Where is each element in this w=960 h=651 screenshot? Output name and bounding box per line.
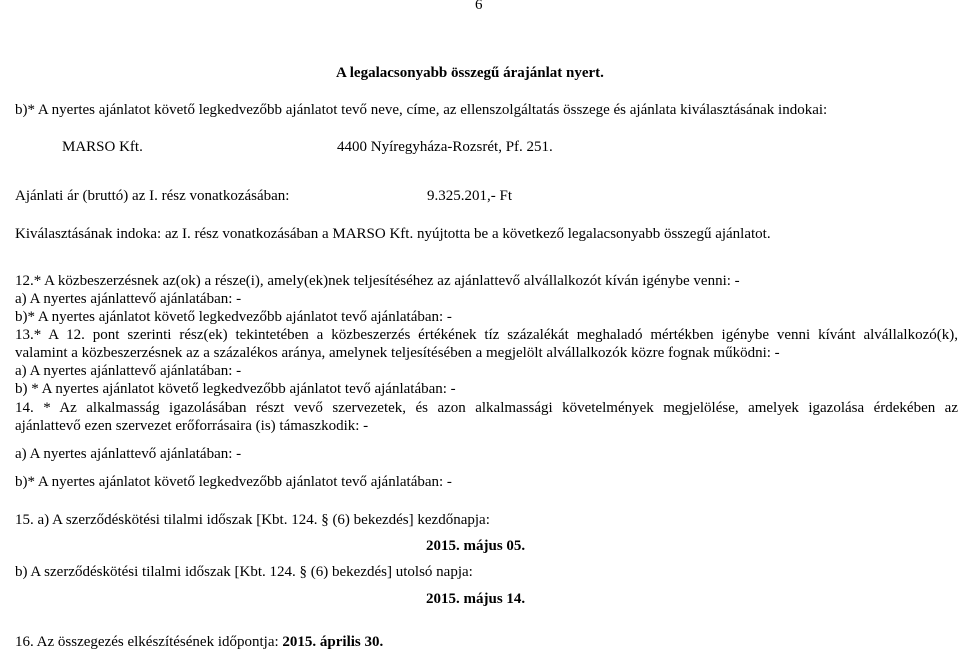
item-12-b: b)* A nyertes ajánlatot követő legkedvezőbb ajánlatot tevő ajánlatában: - [15,309,452,325]
item-13-line2: valamint a közbeszerzésnek az a százalékos aránya, amelynek teljesítésében a megjelölt alvállalkozók közre fognak működni: - [15,345,780,361]
item-15-a-label: 15. a) A szerződéskötési tilalmi időszak [Kbt. 124. § (6) bekezdés] kezdőnapja: [15,512,490,528]
item-14-b: b)* A nyertes ajánlatot követő legkedvezőbb ajánlatot tevő ajánlatában: - [15,474,452,490]
item-15-b-label: b) A szerződéskötési tilalmi időszak [Kbt. 124. § (6) bekezdés] utolsó napja: [15,564,473,580]
runner-up-intro: b)* A nyertes ajánlatot követő legkedvezőbb ajánlatot tevő neve, címe, az ellenszolgáltatás összege és ajánlata kiválasztásának indokai: [15,102,828,118]
item-16 [15,634,383,651]
price-label: Ajánlati ár (bruttó) az I. rész vonatkozásában: [15,188,290,204]
item-12-main: 12.* A közbeszerzésnek az(ok) a része(i), amely(ek)nek teljesítéséhez az ajánlattevő alvállalkozót kíván igénybe venni: - [15,273,740,289]
item-14-a: a) A nyertes ajánlattevő ajánlatában: - [15,446,242,462]
selection-reason: Kiválasztásának indoka: az I. rész vonatkozásában a MARSO Kft. nyújtotta be a következő legalacsonyabb összegű ajánlatot. [15,226,771,242]
runner-up-name: MARSO Kft. [62,139,143,155]
item-15-a-date: 2015. május 05. [426,538,526,554]
page-number: 6 [475,0,483,13]
item-14-line1: 14. * Az alkalmasság igazolásában részt vevő szervezetek, és azon alkalmassági követelmények megjelölése, amelyek igazolása érdekében az [15,400,958,416]
item-16-date: 2015. április 30. [282,634,384,650]
item-13-line1: 13.* A 12. pont szerinti rész(ek) tekintetében a közbeszerzés értékének tíz százalékát meghaladó mértékben igénybe venni kívánt alvállalkozó(k), [15,327,958,343]
item-14-line2: ajánlattevő ezen szervezet erőforrásaira (is) támaszkodik: - [15,418,369,434]
runner-up-address: 4400 Nyíregyháza-Rozsrét, Pf. 251. [337,139,553,155]
item-15-b-date: 2015. május 14. [426,591,526,607]
item-16-label: 16. Az összegezés elkészítésének időpontja: [15,634,283,650]
price-value: 9.325.201,- Ft [427,188,513,204]
item-13-a: a) A nyertes ajánlattevő ajánlatában: - [15,363,242,379]
item-13-b: b) * A nyertes ajánlatot követő legkedvezőbb ajánlatot tevő ajánlatában: - [15,381,456,397]
item-12-a: a) A nyertes ajánlattevő ajánlatában: - [15,291,242,307]
result-heading: A legalacsonyabb összegű árajánlat nyert. [336,65,604,81]
